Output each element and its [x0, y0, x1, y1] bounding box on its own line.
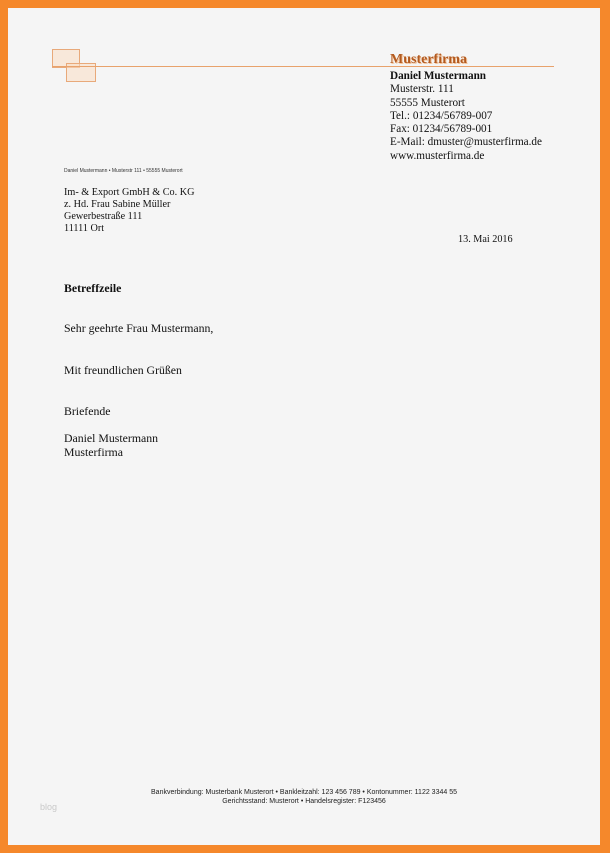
recipient-company: Im- & Export GmbH & Co. KG — [64, 187, 195, 198]
signature-block — [64, 431, 158, 459]
sender-email: E-Mail: dmuster@musterfirma.de — [390, 136, 542, 149]
sender-fax: Fax: 01234/56789-001 — [390, 123, 493, 136]
recipient-street: Gewerbestraße 111 — [64, 211, 143, 222]
closing-phrase: Mit freundlichen Grüßen — [64, 363, 182, 377]
sender-website: www.musterfirma.de — [390, 149, 485, 162]
recipient-block — [64, 187, 194, 235]
recipient-attention: z. Hd. Frau Sabine Müller — [64, 199, 171, 210]
return-address-line: Daniel Mustermann • Musterstr 111 • 55555 Musterort — [64, 168, 183, 174]
blog-watermark: blog — [40, 802, 58, 812]
signature-name: Daniel Mustermann — [64, 431, 159, 445]
sender-block — [390, 70, 542, 163]
sender-city: 55555 Musterort — [390, 96, 465, 109]
footer-legal-details: Gerichtsstand: Musterort • Handelsregister: F123456 — [222, 798, 386, 805]
letterhead-rule — [52, 66, 554, 67]
sender-phone: Tel.: 01234/56789-007 — [390, 109, 493, 122]
recipient-city: 11111 Ort — [64, 223, 105, 234]
subject-line: Betreffzeile — [64, 281, 122, 295]
salutation: Sehr geehrte Frau Mustermann, — [64, 321, 214, 335]
footer-bank-details: Bankverbindung: Musterbank Musterort • Bankleitzahl: 123 456 789 • Kontonummer: 1122 3344 55 — [151, 789, 457, 796]
sender-name: Daniel Mustermann — [390, 70, 487, 82]
letter-date: 13. Mai 2016 — [458, 234, 513, 245]
sender-street: Musterstr. 111 — [390, 83, 454, 96]
letter-end: Briefende — [64, 404, 111, 418]
letter-footer — [8, 788, 600, 806]
signature-company: Musterfirma — [64, 445, 123, 459]
letter-page — [8, 8, 600, 845]
company-name: Musterfirma — [390, 52, 467, 67]
